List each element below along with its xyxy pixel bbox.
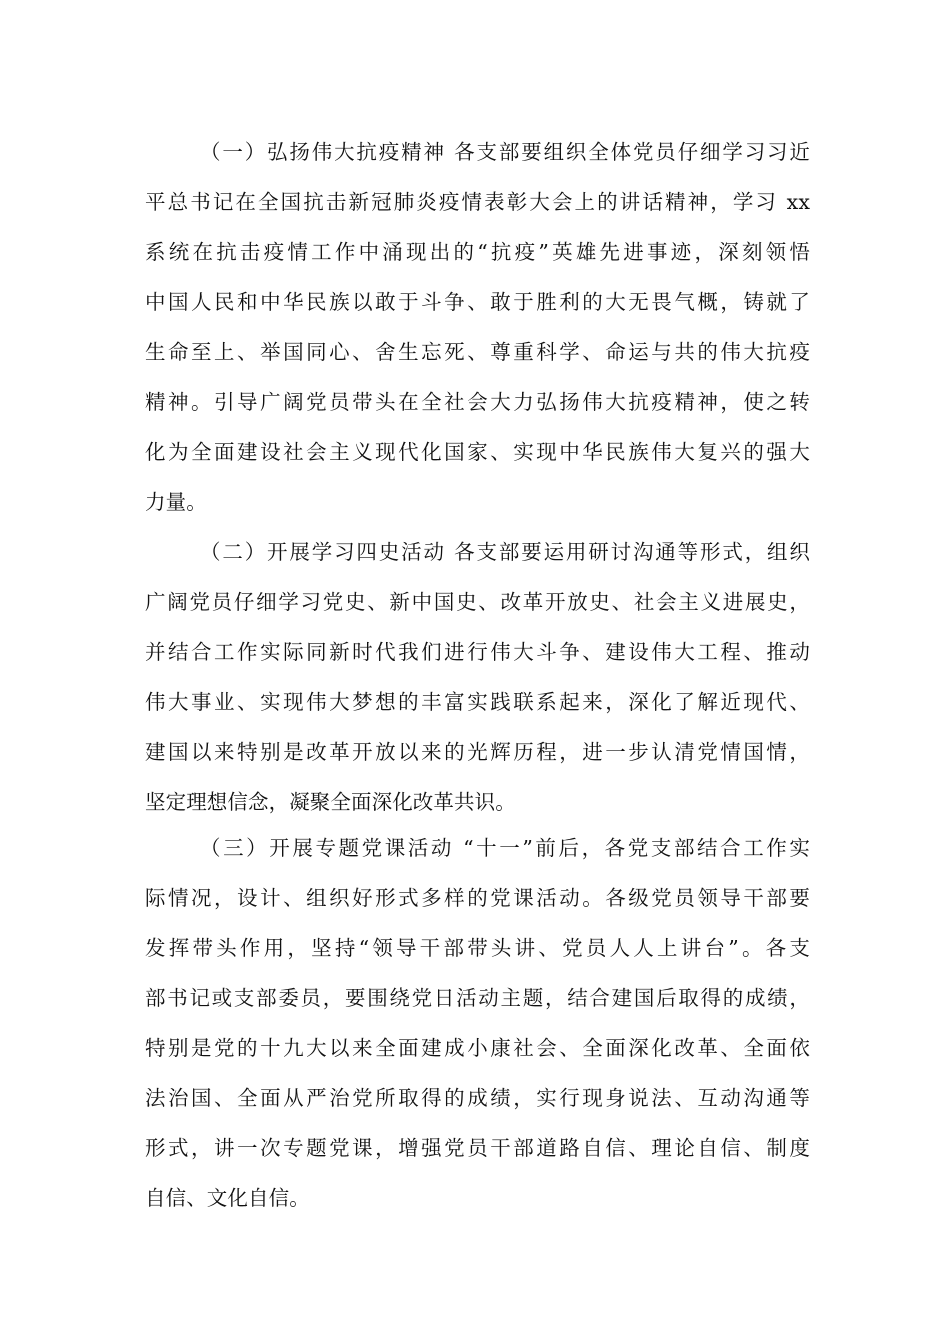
paragraph-2-line-6: 坚定理想信念，凝聚全面深化改革共识。 xyxy=(145,790,516,814)
paragraph-3-line-8: 自信、文化自信。 xyxy=(145,1186,310,1210)
paragraph-1-line-2: 平总书记在全国抗击新冠肺炎疫情表彰大会上的讲话精神，学习 xx xyxy=(145,190,810,214)
paragraph-1-line-5: 生命至上、举国同心、舍生忘死、尊重科学、命运与共的伟大抗疫 xyxy=(145,340,810,364)
paragraph-1-line-3: 系统在抗击疫情工作中涌现出的“抗疫”英雄先进事迹，深刻领悟 xyxy=(145,240,810,264)
paragraph-3-line-6: 法治国、全面从严治党所取得的成绩，实行现身说法、互动沟通等 xyxy=(145,1086,810,1110)
paragraph-1-line-1: （一）弘扬伟大抗疫精神 各支部要组织全体党员仔细学习习近 xyxy=(200,140,810,164)
paragraph-3-line-4: 部书记或支部委员，要围绕党日活动主题，结合建国后取得的成绩， xyxy=(145,986,810,1010)
paragraph-3-line-5: 特别是党的十九大以来全面建成小康社会、全面深化改革、全面依 xyxy=(145,1036,810,1060)
paragraph-2-line-1: （二）开展学习四史活动 各支部要运用研讨沟通等形式，组织 xyxy=(200,540,810,564)
paragraph-1-line-7: 化为全面建设社会主义现代化国家、实现中华民族伟大复兴的强大 xyxy=(145,440,810,464)
paragraph-3-line-7: 形式，讲一次专题党课，增强党员干部道路自信、理论自信、制度 xyxy=(145,1136,810,1160)
paragraph-3-line-1: （三）开展专题党课活动 “十一”前后，各党支部结合工作实 xyxy=(200,836,810,860)
paragraph-1-line-8: 力量。 xyxy=(145,490,207,514)
paragraph-2-line-2: 广阔党员仔细学习党史、新中国史、改革开放史、社会主义进展史， xyxy=(145,590,810,614)
paragraph-3-line-3: 发挥带头作用，坚持“领导干部带头讲、党员人人上讲台”。各支 xyxy=(145,936,810,960)
paragraph-2-line-4: 伟大事业、实现伟大梦想的丰富实践联系起来，深化了解近现代、 xyxy=(145,690,810,714)
paragraph-1-line-6: 精神。引导广阔党员带头在全社会大力弘扬伟大抗疫精神，使之转 xyxy=(145,390,810,414)
paragraph-1-line-4: 中国人民和中华民族以敢于斗争、敢于胜利的大无畏气概，铸就了 xyxy=(145,290,810,314)
paragraph-2-line-5: 建国以来特别是改革开放以来的光辉历程，进一步认清党情国情， xyxy=(145,740,810,764)
paragraph-2-line-3: 并结合工作实际同新时代我们进行伟大斗争、建设伟大工程、推动 xyxy=(145,640,810,664)
paragraph-3-line-2: 际情况，设计、组织好形式多样的党课活动。各级党员领导干部要 xyxy=(145,886,810,910)
